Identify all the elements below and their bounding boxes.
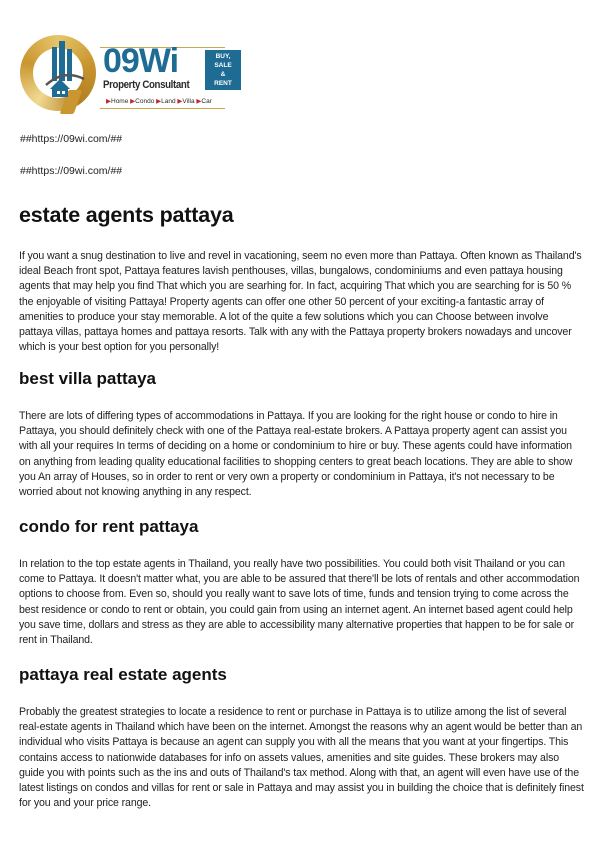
arrow-right-icon: ▶ (177, 98, 183, 105)
section-heading: pattaya real estate agents (19, 665, 227, 684)
building-house-icon (42, 39, 86, 97)
arrow-right-icon: ▶ (156, 98, 162, 105)
intro-paragraph: If you want a snug destination to live and revel in vacationing, seem no even more than Pattaya. Often known as Thailand's ideal Beach front spot, Pattaya features lavish penthouses, villas, bungalows, condominiums and even pattaya housing agents that may help you find That which you are searhing for. In fact, acquiring That which you are searching for is 50 % the enjoyable of visiting Pattaya! Property agents can offer one other 50 percent of your exciting-a fantastic array of amenities to produce your stay memorable. A lot of the quite a few solutions which you can Choose between involve pattaya villas, pattaya homes and pattaya resorts. Talk with any with the Pattaya property brokers nowadays and uncover which is your best option for you personally! (19, 250, 582, 354)
logo-badge (205, 50, 241, 90)
company-logo (20, 35, 232, 117)
site-link[interactable]: ##https://09wi.com/## (20, 165, 123, 177)
section-heading: best villa pattaya (19, 369, 157, 388)
section-heading: condo for rent pattaya (19, 517, 199, 536)
section-paragraph: Probably the greatest strategies to locate a residence to rent or purchase in Pattaya is to utilize among the list of several real-estate agents in Thailand which have been on the internet. Amongst the reasons why an agent would be better than an individual who visits Pattaya is because an agent can supply you with all the means that you want at your fingertips. This contains access to nationwide databases for info on assets values, amenities and site guides. These brokers may also guide you with points such as the ins and outs of Thailand's tax method. Along with that, an agent will even have use of the latest listings on condos and villas for rent or sale in Pattaya and may assist you in building the choice that is definitely finest for you and your price range. (19, 706, 584, 810)
arrow-right-icon: ▶ (196, 98, 202, 105)
site-link[interactable]: ##https://09wi.com/## (20, 133, 123, 145)
logo-subtitle: Property Consultant (103, 79, 190, 91)
logo-category: Land (161, 98, 176, 105)
arrow-right-icon: ▶ (106, 98, 111, 105)
logo-category: Home (111, 98, 129, 105)
section-paragraph: In relation to the top estate agents in Thailand, you really have two possibilities. You could both visit Thailand or you can come to Pattaya. It doesn't matter what, you are able to be assured that there'll be lots of rentals and other accommodation options to choose from. Even so, should you really want to save lots of time, funds and tension trying to come across the best residence or condo to rent or obtain, you could gain from using an internet agent. An internet based agent could help you save time, dollars and stress as they are able to accessibility many alternative properties that happen to be for sale or rent in Thailand. (19, 558, 580, 647)
badge-line: BUY, (215, 53, 231, 60)
arrow-right-icon: ▶ (130, 98, 136, 105)
logo-category: Villa (182, 98, 195, 105)
logo-categories (106, 97, 212, 105)
badge-line: & (220, 71, 226, 78)
logo-category: Condo (135, 98, 155, 105)
page-title: estate agents pattaya (19, 203, 234, 227)
section-paragraph: There are lots of differing types of accommodations in Pattaya. If you are looking for the right house or condo to hire in Pattaya, you should definitely check with one of the Pattaya real-estate brokers. A Pattaya property agent can assist you with all your requires In terms of deciding on a home or condominium to hire or buy. These agents could have information on anything from leading quality educational facilities to shopping centers to great beach locations. They are able to show you An array of Houses, so in order to rent or very own a property or condominium in Pattaya, it's not necessary to be worried about not knowing anything in any respect. (19, 410, 573, 499)
badge-line: RENT (214, 80, 232, 87)
logo-brand: 09Wi (103, 42, 179, 80)
badge-line: SALE (214, 62, 232, 69)
logo-category: Car (201, 98, 212, 105)
